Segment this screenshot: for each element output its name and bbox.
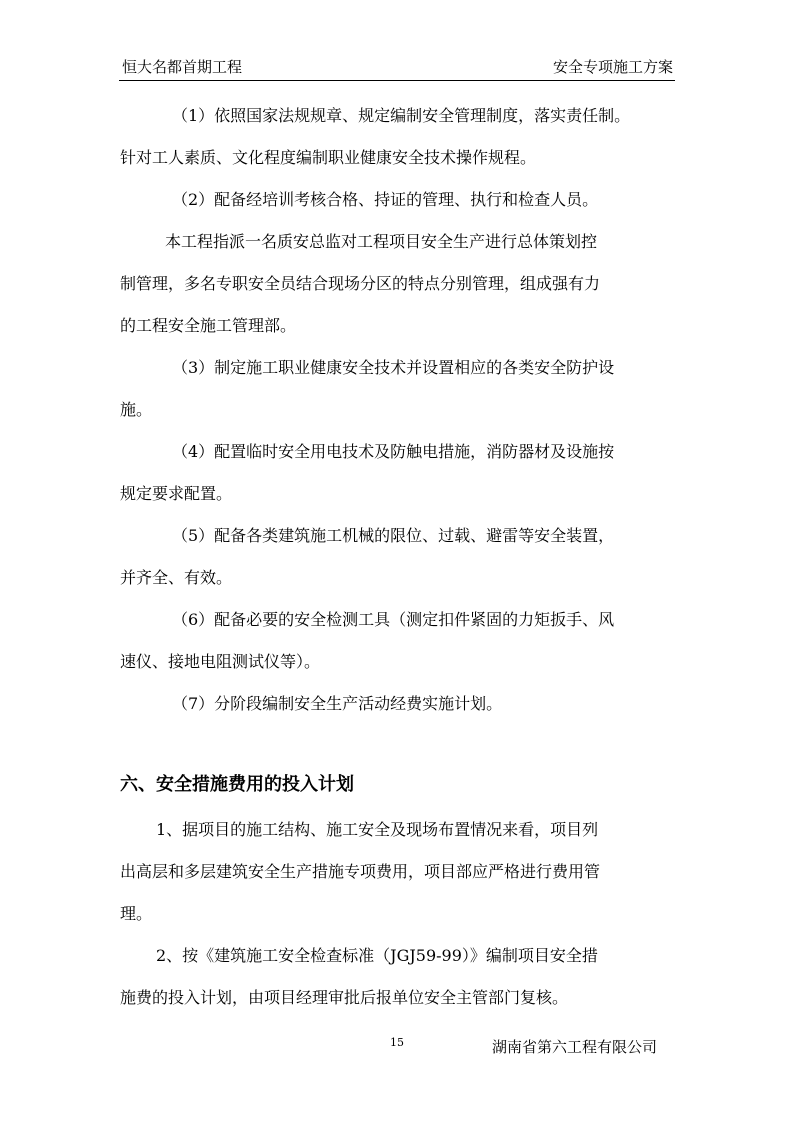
text-line: 施。 [120,400,153,419]
text-line: （7）分阶段编制安全生产活动经费实施计划。 [172,694,503,713]
text-line: （1）依照国家法规规章、规定编制安全管理制度，落实责任制。 [172,106,631,125]
text-line: （5）配备各类建筑施工机械的限位、过载、避雷等安全装置， [172,526,615,545]
text-line: 制管理，多名专职安全员结合现场分区的特点分别管理，组成强有力 [120,274,601,293]
page-number: 15 [390,1036,404,1049]
text-line: （4）配置临时安全用电技术及防触电措施，消防器材及设施按 [172,442,615,461]
text-line: （2）配备经培训考核合格、持证的管理、执行和检查人员。 [172,190,599,209]
text-line: （6）配备必要的安全检测工具（测定扣件紧固的力矩扳手、风 [172,610,615,629]
text-line: 施费的投入计划，由项目经理审批后报单位安全主管部门复核。 [120,988,569,1007]
text-line: 本工程指派一名质安总监对工程项目安全生产进行总体策划控 [165,232,598,251]
header-document-title: 安全专项施工方案 [552,58,673,76]
text-line: 并齐全、有效。 [120,568,233,587]
text-line: 速仪、接地电阻测试仪等）。 [120,652,321,671]
text-line: 针对工人素质、文化程度编制职业健康安全技术操作规程。 [120,148,537,167]
text-line: 的工程安全施工管理部。 [120,316,297,335]
text-line: 出高层和多层建筑安全生产措施专项费用，项目部应严格进行费用管 [120,862,601,881]
text-line: 理。 [120,904,153,923]
text-line: 2、按《建筑施工安全检查标准（JGJ59-99）》编制项目安全措 [156,946,598,965]
text-line: 规定要求配置。 [120,484,233,503]
section-heading: 六、安全措施费用的投入计划 [120,774,354,795]
text-line: （3）制定施工职业健康安全技术并设置相应的各类安全防护设 [172,358,615,377]
header-project-name: 恒大名都首期工程 [122,58,243,76]
text-line: 1、据项目的施工结构、施工安全及现场布置情况来看，项目列 [156,820,599,839]
footer-company-name: 湖南省第六工程有限公司 [492,1038,658,1056]
header-divider [119,80,675,81]
